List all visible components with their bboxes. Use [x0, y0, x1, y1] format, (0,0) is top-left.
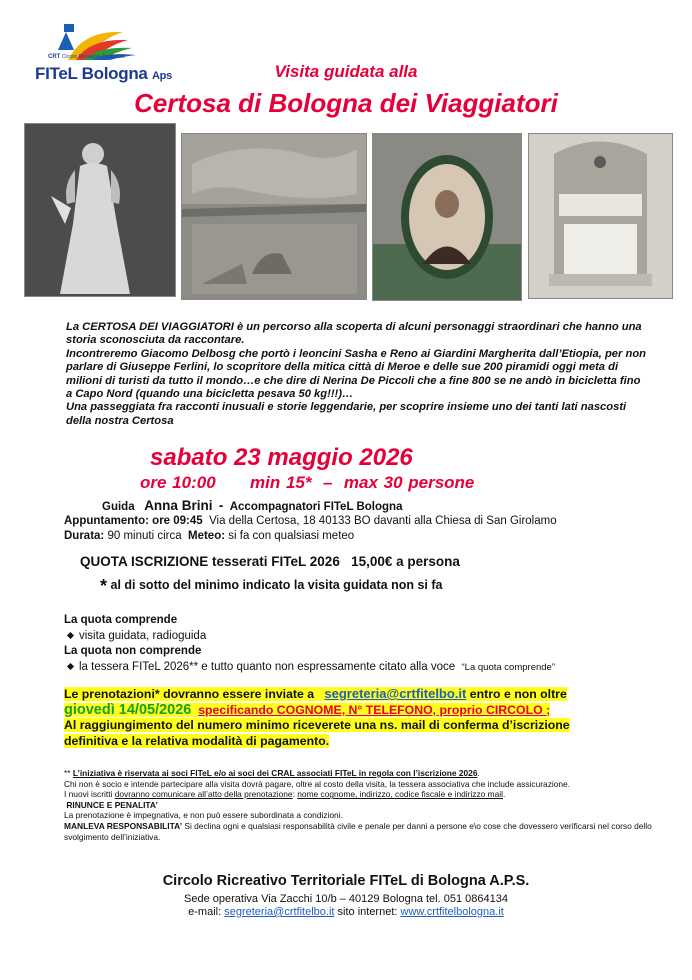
- page-title: Certosa di Bologna dei Viaggiatori: [134, 88, 558, 118]
- footer-org: Circolo Ricreativo Territoriale FITeL di Bologna A.P.S.: [162, 873, 530, 889]
- fine-print: ** L’iniziativa è riservata ai soci FITeL e/o ai soci dei CRAL associati FITeL in regola con l’iscrizione 2026. Chi non è socio e intende partecipare alla visita dovrà pagare, oltre al costo della visita, la tessera associativa che include assicurazione. I nuovi iscritti dovranno comunicare all’atto della prenotazione: nome cognome, indirizzo, codice fiscale e indirizzo mail. RINUNCE E PENALITA’ La prenotazione è impegnativa, e non può essere subordinata a condizioni. MANLEVA RESPONSABILITA’ Si declina ogni e qualsiasi responsabilità civile e penale per danni a persone e\o cose che dovessero verificarsi nel corso dello svolgimento dell’iniziativa.: [64, 768, 652, 842]
- booking-section: Le prenotazioni* dovranno essere inviate a segreteria@crtfitelbo.it entro e non oltre giovedì 14/05/2026 specificando COGNOME, N° TELEFONO, proprio CIRCOLO ; Al raggiungimento del numero minimo riceverete una ns. mail di conferma d’iscrizione definitiva e la relativa modalità di pagamento.: [64, 686, 570, 748]
- footer-address: Sede operativa Via Zacchi 10/b – 40129 Bologna tel. 051 0864134: [184, 893, 508, 905]
- title-line-1: Visita guidata alla: [274, 62, 418, 81]
- event-min: min 15*: [250, 473, 312, 492]
- guide-line: Guida Anna Brini - Accompagnatori FITeL Bologna: [102, 498, 403, 513]
- bullet-icon: [67, 632, 74, 639]
- event-date: sabato 23 maggio 2026: [150, 444, 413, 471]
- booking-deadline: giovedì 14/05/2026: [64, 701, 192, 718]
- footer-site-link[interactable]: www.crtfitelbologna.it: [400, 906, 504, 918]
- footer-contacts: e-mail: segreteria@crtfitelbo.it sito internet: www.crtfitelbologna.it: [188, 906, 504, 918]
- excludes-heading: La quota non comprende: [64, 645, 202, 657]
- fee-amount: 15,00€ a persona: [351, 554, 460, 569]
- event-max: max 30 persone: [343, 473, 475, 492]
- event-time-capacity: ore 10:00 min 15* – max 30 persone: [140, 473, 475, 492]
- event-time: ore 10:00: [140, 473, 216, 492]
- booking-email-link[interactable]: segreteria@crtfitelbo.it: [324, 686, 467, 701]
- minimum-note: * al di sotto del minimo indicato la visita guidata non si fa: [100, 576, 443, 596]
- excludes-item: la tessera FITeL 2026** e tutto quanto non espressamente citato alla voce “La quota comprende”: [64, 661, 555, 673]
- duration-line: Durata: 90 minuti circa Meteo: si fa con qualsiasi meteo: [64, 530, 355, 542]
- intro-text: [66, 321, 646, 428]
- woman-portrait-photo: [24, 123, 176, 297]
- logo-tagline: CRT Circolo Ricreativo Territoriale: [48, 54, 126, 60]
- intro-paragraph: La CERTOSA DEI VIAGGIATORI è un percorso alla scoperta di alcuni personaggi straordinari che hanno una storia sconosciuta da raccontare.: [66, 321, 642, 347]
- includes-heading: La quota comprende: [64, 614, 178, 626]
- relief-sculpture-photo: [181, 133, 367, 300]
- footer-email-link[interactable]: segreteria@crtfitelbo.it: [224, 906, 335, 918]
- logo-name: FITeL Bologna Aps: [35, 64, 172, 83]
- oval-portrait-photo: [372, 133, 522, 301]
- booking-confirm: Al raggiungimento del numero minimo riceverete una ns. mail di conferma d’iscrizione definitiva e la relativa modalità di pagamento.: [64, 718, 570, 748]
- appointment-line: Appuntamento: ore 09:45 Via della Certosa, 18 40133 BO davanti alla Chiesa di San Girolamo: [64, 515, 557, 527]
- bullet-icon: [67, 663, 74, 670]
- intro-paragraph: Una passeggiata fra racconti inusuali e storie leggendarie, per scoprire insieme uno dei tanti lati nascosti della nostra Certosa: [66, 401, 627, 427]
- fee-line: QUOTA ISCRIZIONE tesserati FITeL 2026 15,00€ a persona: [80, 554, 460, 569]
- intro-paragraph: Incontreremo Giacomo Delbosg che portò i leoncini Sasha e Reno ai Giardini Margherita dall’Etiopia, per non parlare di Giuseppe Ferlini, lo scopritore della mitica città di Meroe e delle sue 200 piramidi oggi meta di milioni di turisti da tutto il mondo…e che dire di Nerina De Piccoli che a fine 800 se ne andò in bicicletta fino a Capo Nord (quando una bicicletta pesava 50 kg!!!)…: [66, 347, 646, 401]
- guide-name: Anna Brini: [144, 498, 213, 513]
- includes-item: visita guidata, radioguida: [64, 630, 206, 642]
- tomb-monument-photo: [528, 133, 673, 299]
